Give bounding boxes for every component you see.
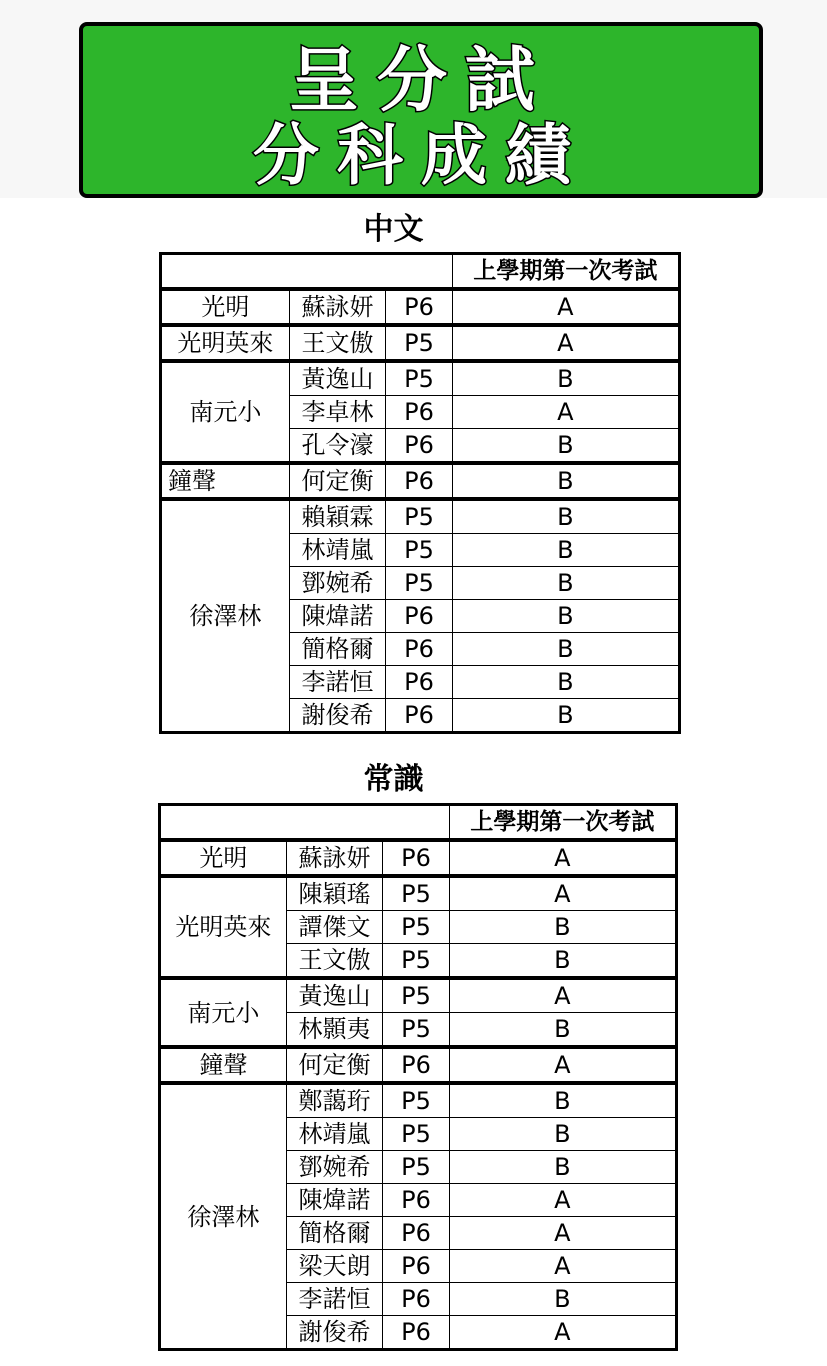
table-row <box>161 361 680 396</box>
results-table-general-studies <box>158 803 678 1351</box>
student-name-cell: 簡格爾 <box>286 1217 383 1250</box>
result-cell: B <box>452 499 679 534</box>
result-cell: A <box>449 1217 676 1250</box>
banner-title-line-2: 分科成績 <box>253 117 589 194</box>
table-row <box>161 289 680 325</box>
result-cell: B <box>452 534 679 567</box>
result-cell: B <box>449 1083 676 1118</box>
grade-level-cell: P6 <box>383 1250 449 1283</box>
student-name-cell: 李諾恒 <box>286 1283 383 1316</box>
grade-level-cell: P5 <box>383 1083 449 1118</box>
title-banner <box>79 22 763 198</box>
grade-level-cell: P5 <box>386 499 452 534</box>
grade-level-cell: P5 <box>383 944 449 979</box>
grade-level-cell: P5 <box>383 911 449 944</box>
result-cell: A <box>449 1250 676 1283</box>
grade-level-cell: P6 <box>383 1217 449 1250</box>
student-name-cell: 林顥夷 <box>286 1013 383 1048</box>
result-cell: A <box>452 325 679 361</box>
grade-level-cell: P6 <box>386 633 452 666</box>
student-name-cell: 何定衡 <box>289 463 386 499</box>
student-name-cell: 鄭藹珩 <box>286 1083 383 1118</box>
grade-level-cell: P5 <box>386 325 452 361</box>
result-cell: A <box>449 1047 676 1083</box>
grade-level-cell: P6 <box>383 1283 449 1316</box>
student-name-cell: 陳煒諾 <box>289 600 386 633</box>
student-name-cell: 鄧婉希 <box>289 567 386 600</box>
student-name-cell: 黃逸山 <box>286 978 383 1013</box>
result-cell: B <box>449 911 676 944</box>
table-row <box>161 499 680 534</box>
student-name-cell: 鄧婉希 <box>286 1151 383 1184</box>
header-blank-cell <box>160 805 450 841</box>
grade-level-cell: P6 <box>386 600 452 633</box>
student-name-cell: 黃逸山 <box>289 361 386 396</box>
student-name-cell: 陳煒諾 <box>286 1184 383 1217</box>
grade-level-cell: P5 <box>386 361 452 396</box>
grade-level-cell: P5 <box>383 1013 449 1048</box>
school-cell: 南元小 <box>160 978 287 1047</box>
exam-column-header: 上學期第一次考試 <box>449 805 676 841</box>
grade-level-cell: P6 <box>383 1184 449 1217</box>
student-name-cell: 蘇詠妍 <box>286 840 383 876</box>
table-header-row <box>161 254 680 290</box>
school-cell: 南元小 <box>161 361 290 463</box>
table-row <box>161 463 680 499</box>
result-cell: B <box>452 463 679 499</box>
table-row <box>160 876 677 911</box>
result-cell: B <box>452 666 679 699</box>
result-cell: B <box>449 944 676 979</box>
result-cell: A <box>449 840 676 876</box>
grade-level-cell: P6 <box>386 289 452 325</box>
exam-column-header: 上學期第一次考試 <box>452 254 679 290</box>
student-name-cell: 梁天朗 <box>286 1250 383 1283</box>
grade-level-cell: P6 <box>383 840 449 876</box>
result-cell: A <box>449 978 676 1013</box>
result-cell: B <box>452 633 679 666</box>
student-name-cell: 王文傲 <box>286 944 383 979</box>
result-cell: A <box>449 876 676 911</box>
grade-level-cell: P5 <box>383 1118 449 1151</box>
student-name-cell: 簡格爾 <box>289 633 386 666</box>
grade-level-cell: P5 <box>386 567 452 600</box>
school-cell: 徐澤林 <box>160 1083 287 1350</box>
school-cell: 光明英來 <box>160 876 287 978</box>
student-name-cell: 李卓林 <box>289 396 386 429</box>
table-row <box>161 325 680 361</box>
student-name-cell: 林靖嵐 <box>289 534 386 567</box>
student-name-cell: 李諾恒 <box>289 666 386 699</box>
result-cell: B <box>449 1151 676 1184</box>
result-cell: B <box>449 1013 676 1048</box>
header-blank-cell <box>161 254 453 290</box>
grade-level-cell: P6 <box>386 396 452 429</box>
student-name-cell: 謝俊希 <box>286 1316 383 1350</box>
section-title-general-studies: 常識 <box>363 762 424 797</box>
grade-level-cell: P5 <box>383 876 449 911</box>
student-name-cell: 謝俊希 <box>289 699 386 733</box>
result-cell: B <box>452 699 679 733</box>
grade-level-cell: P5 <box>386 534 452 567</box>
table-row <box>160 978 677 1013</box>
grade-level-cell: P6 <box>386 429 452 464</box>
banner-title-line-1: 呈分試 <box>289 39 553 121</box>
grade-level-cell: P5 <box>383 1151 449 1184</box>
student-name-cell: 蘇詠妍 <box>289 289 386 325</box>
result-cell: A <box>452 289 679 325</box>
result-cell: B <box>449 1118 676 1151</box>
student-name-cell: 賴穎霖 <box>289 499 386 534</box>
result-cell: A <box>449 1316 676 1350</box>
result-cell: B <box>449 1283 676 1316</box>
result-cell: A <box>449 1184 676 1217</box>
school-cell: 光明 <box>160 840 287 876</box>
results-table-chinese <box>159 252 681 734</box>
student-name-cell: 陳穎瑤 <box>286 876 383 911</box>
result-cell: A <box>452 396 679 429</box>
grade-level-cell: P6 <box>383 1316 449 1350</box>
result-cell: B <box>452 361 679 396</box>
student-name-cell: 何定衡 <box>286 1047 383 1083</box>
school-cell: 光明 <box>161 289 290 325</box>
student-name-cell: 譚傑文 <box>286 911 383 944</box>
grade-level-cell: P6 <box>386 666 452 699</box>
school-cell: 鐘聲 <box>161 463 290 499</box>
school-cell: 光明英來 <box>161 325 290 361</box>
section-title-chinese: 中文 <box>363 212 424 247</box>
student-name-cell: 王文傲 <box>289 325 386 361</box>
table-header-row <box>160 805 677 841</box>
student-name-cell: 孔令濠 <box>289 429 386 464</box>
school-cell: 徐澤林 <box>161 499 290 733</box>
table-row <box>160 1083 677 1118</box>
table-row <box>160 1047 677 1083</box>
student-name-cell: 林靖嵐 <box>286 1118 383 1151</box>
grade-level-cell: P6 <box>386 699 452 733</box>
grade-level-cell: P6 <box>383 1047 449 1083</box>
result-cell: B <box>452 600 679 633</box>
result-cell: B <box>452 429 679 464</box>
school-cell: 鐘聲 <box>160 1047 287 1083</box>
grade-level-cell: P6 <box>386 463 452 499</box>
grade-level-cell: P5 <box>383 978 449 1013</box>
result-cell: B <box>452 567 679 600</box>
table-row <box>160 840 677 876</box>
